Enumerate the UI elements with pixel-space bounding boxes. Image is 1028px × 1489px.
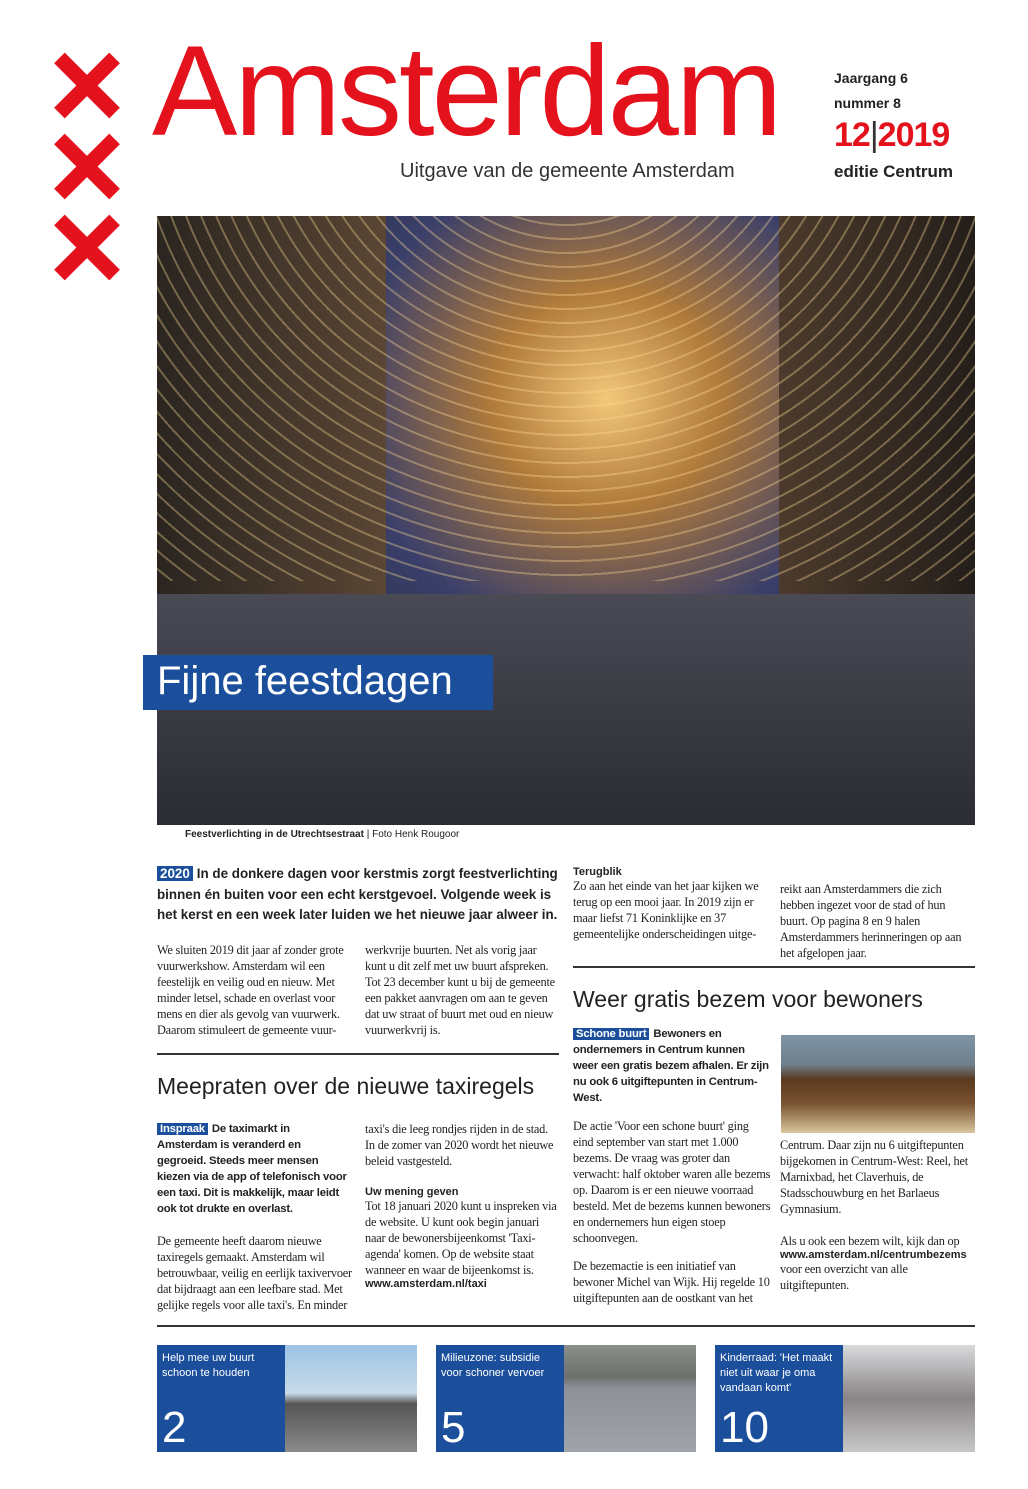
taxi-col-2: taxi's die leeg rondjes rijden in de stad. In de zomer van 2020 wordt het nieuwe beleid vastgesteld. Uw mening geven Tot 18 januari 2020 kunt u inspreken via de website. U kunt ook begin januari naar de bewonersbijeenkomst 'Taxi-agenda' komen. Op de website staat wanneer en waar de bijeenkomst is. www.amsterdam.nl/taxi (365, 1121, 560, 1290)
taxi-link[interactable]: www.amsterdam.nl/taxi (365, 1278, 487, 1290)
masthead-title: Amsterdam (152, 20, 780, 163)
taxi-col-1: Inspraak De taximarkt in Amsterdam is veranderd en gegroeid. Steeds meer mensen kiezen via de app of telefonisch voor een taxi. Dit is makkelijk, maar leidt ook tot drukte en overlast. De gemeente heeft daarom nieuwe taxiregels gemaakt. Amsterdam wil betrouwbaar, veilig en eerlijk taxivervoer dat bijdraagt aan een leefbare stad. Met gelijke regels voor alle taxi's. En minder (157, 1123, 352, 1312)
edition: editie Centrum (834, 162, 954, 181)
divider (157, 1325, 975, 1327)
cover-photo (157, 216, 975, 825)
feature-col-3: Terugblik Zo aan het einde van het jaar kijken we terug op een mooi jaar. In 2019 zijn er maar liefst 71 Koninklijke en 37 gemeentelijke onderscheidingen uitge- (573, 866, 759, 941)
feature-col-2: werkvrije buurten. Net als vorig jaar kunt u dit zelf met uw buurt afspreken. Tot 23 december kunt u bij de gemeente een pakket aanvragen om aan te geven dat uw straat of buurt met oud en nieuw vuurwerkvrij is. (365, 943, 555, 1037)
feature-col-1: We sluiten 2019 dit jaar af zonder grote vuurwerkshow. Amsterdam wil een feestelijk en veilig oud en nieuw. Met minder letsel, schade en overlast voor mens en dier als gevolg van vuurwerk. Daarom stimuleert de gemeente vuur- (157, 943, 344, 1037)
volume: Jaargang 6 (834, 70, 908, 86)
divider (573, 966, 975, 968)
cross-icon (52, 133, 122, 199)
bezem-link[interactable]: www.amsterdam.nl/centrumbezems (780, 1249, 967, 1261)
bezem-heading: Weer gratis bezem voor bewoners (573, 986, 923, 1012)
teaser-page-2[interactable]: Help mee uw buurt schoon te houden 2 (157, 1345, 417, 1452)
teaser-image (843, 1345, 975, 1452)
feature-col-4: reikt aan Amsterdammers die zich hebben ingezet voor de stad of hun buurt. Op pagina 8 en 9 halen Amsterdammers herinneringen op aan het afgelopen jaar. (780, 882, 962, 960)
teaser-page-10[interactable]: Kinderraad: 'Het maakt niet uit waar je oma vandaan komt' 10 (715, 1345, 975, 1452)
cross-icon (52, 214, 122, 280)
issue-number: nummer 8 (834, 95, 901, 111)
brooms-photo (781, 1035, 975, 1133)
teaser-page-5[interactable]: Milieuzone: subsidie voor schoner vervoer 5 (436, 1345, 696, 1452)
cross-icon (52, 52, 122, 118)
feature-lead: 2020 In de donkere dagen voor kerstmis zorgt feestverlichting binnen én buiten voor een echt kerstgevoel. Volgende week is het kerst en een week later luiden we het nieuwe jaar alweer in. (157, 866, 558, 922)
taxi-heading: Meepraten over de nieuwe taxiregels (157, 1073, 535, 1099)
teaser-image (285, 1345, 417, 1452)
divider (157, 1053, 559, 1055)
issue-date: 12|2019 (834, 116, 950, 154)
masthead-subtitle: Uitgave van de gemeente Amsterdam (400, 160, 735, 182)
bezem-col-1: Schone buurt Bewoners en ondernemers in Centrum kunnen weer een gratis bezem afhalen. Er zijn nu ook 6 uitgiftepunten in Centrum-West. De actie 'Voor een schone buurt' ging eind september van start met 1.000 bezems. De vraag was groter dan verwacht: half oktober waren alle bezems op. Daarom is er een nieuwe voorraad besteld. Met de bezems kunnen bewoners en ondernemers hun eigen stoep schoonvegen. De bezemactie is een initiatief van bewoner Michel van Wijk. Hij regelde 10 uitgiftepunten aan de oostkant van het (573, 1028, 771, 1305)
teaser-image (564, 1345, 696, 1452)
photo-caption: Feestverlichting in de Utrechtsestraat | Foto Henk Rougoor (185, 829, 460, 840)
cover-headline: Fijne feestdagen (143, 655, 493, 710)
bezem-col-2: Centrum. Daar zijn nu 6 uitgiftepunten bijgekomen in Centrum-West: Reel, het Marnixbad, het Claverhuis, de Stadsschouwburg en het Barlaeus Gymnasium. Als u ook een bezem wilt, kijk dan op www.amsterdam.nl/centrumbezems voor een overzicht van alle uitgiftepunten. (780, 1137, 977, 1293)
